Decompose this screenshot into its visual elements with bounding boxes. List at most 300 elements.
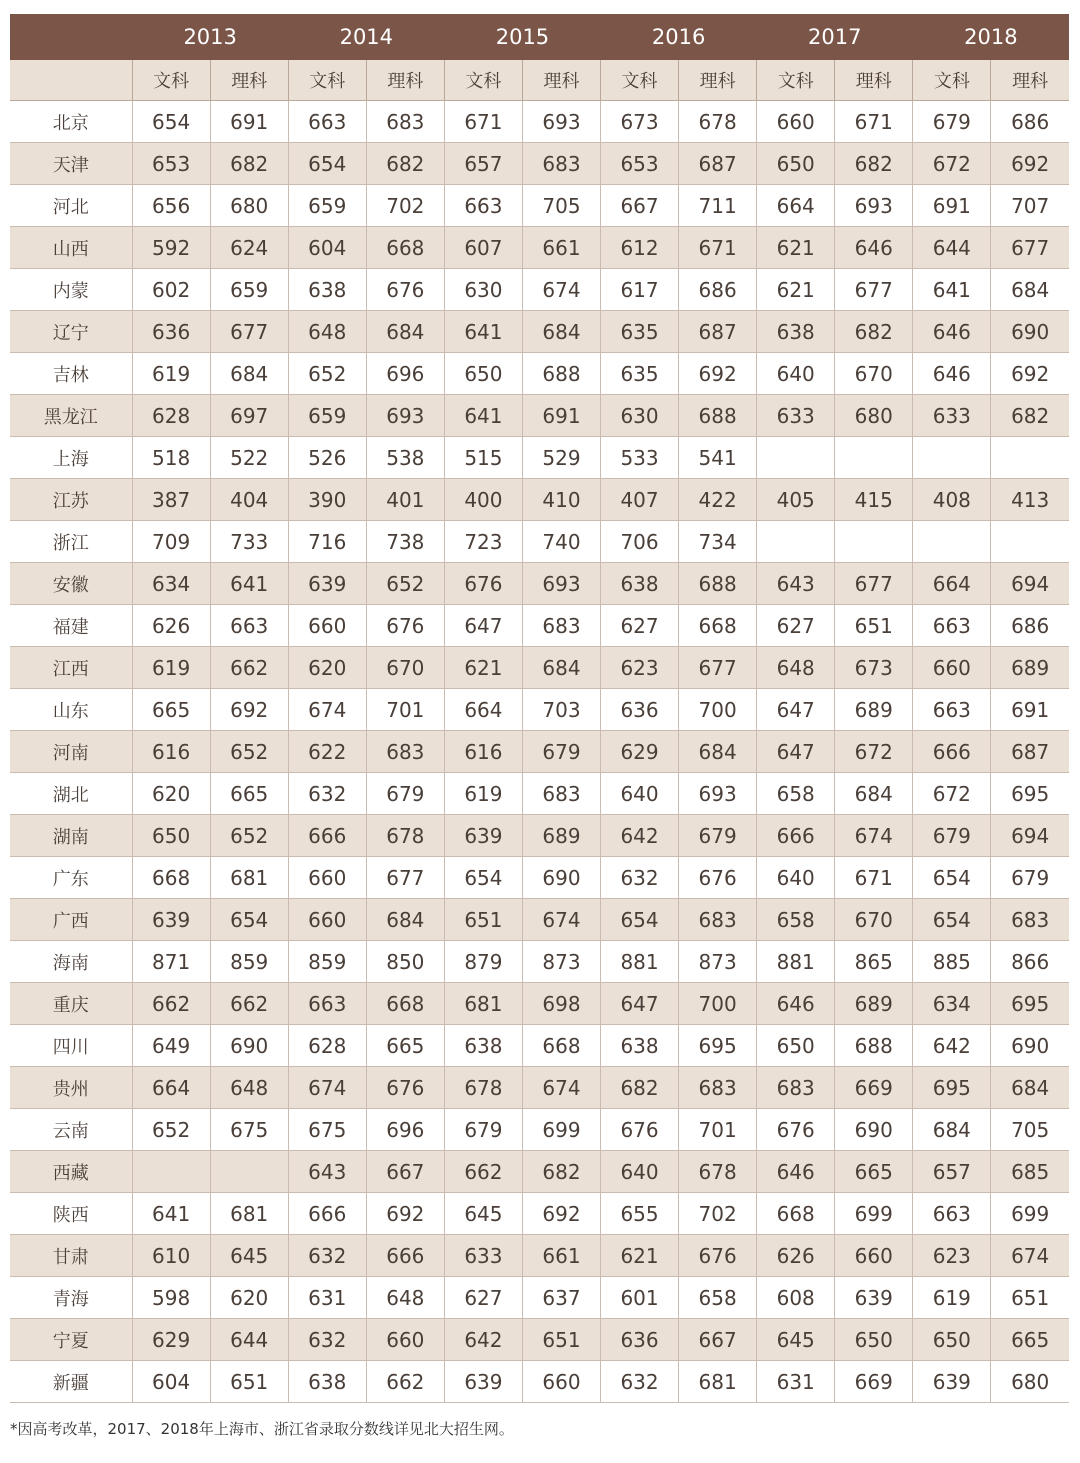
score-cell-like: 538 xyxy=(366,437,444,479)
score-cell-like: 670 xyxy=(835,353,913,395)
score-cell-like: 691 xyxy=(991,689,1069,731)
score-cell-wenke: 638 xyxy=(601,563,679,605)
province-name: 江苏 xyxy=(10,479,132,521)
score-cell-like: 681 xyxy=(679,1361,757,1403)
score-cell-like: 662 xyxy=(366,1361,444,1403)
score-cell-wenke: 683 xyxy=(757,1067,835,1109)
score-cell-like: 866 xyxy=(991,941,1069,983)
table-row xyxy=(10,689,1069,731)
score-cell-wenke: 664 xyxy=(444,689,522,731)
score-cell-like: 695 xyxy=(991,773,1069,815)
score-cell-wenke: 621 xyxy=(757,269,835,311)
score-cell-like: 676 xyxy=(366,269,444,311)
score-cell-wenke: 657 xyxy=(913,1151,991,1193)
score-cell-wenke: 639 xyxy=(444,1361,522,1403)
score-cell-wenke xyxy=(913,437,991,479)
score-cell-wenke: 622 xyxy=(288,731,366,773)
score-cell-like: 648 xyxy=(210,1067,288,1109)
score-cell-wenke: 647 xyxy=(444,605,522,647)
score-cell-like: 676 xyxy=(366,605,444,647)
score-cell-like: 678 xyxy=(679,101,757,143)
year-header: 2016 xyxy=(601,14,757,60)
score-cell-wenke: 638 xyxy=(444,1025,522,1067)
score-cell-like: 682 xyxy=(835,311,913,353)
province-name: 湖南 xyxy=(10,815,132,857)
score-cell-wenke: 660 xyxy=(288,857,366,899)
score-cell-like: 683 xyxy=(366,101,444,143)
table-row xyxy=(10,269,1069,311)
score-cell-like: 700 xyxy=(679,983,757,1025)
score-cell-like: 702 xyxy=(366,185,444,227)
year-header: 2018 xyxy=(913,14,1069,60)
score-cell-wenke: 723 xyxy=(444,521,522,563)
province-name: 甘肃 xyxy=(10,1235,132,1277)
score-cell-like: 692 xyxy=(366,1193,444,1235)
score-cell-like: 689 xyxy=(522,815,600,857)
score-cell-wenke: 639 xyxy=(444,815,522,857)
table-row xyxy=(10,353,1069,395)
year-header: 2013 xyxy=(132,14,288,60)
score-cell-wenke: 526 xyxy=(288,437,366,479)
province-name: 广东 xyxy=(10,857,132,899)
score-cell-wenke: 639 xyxy=(288,563,366,605)
score-cell-wenke: 716 xyxy=(288,521,366,563)
score-cell-wenke: 662 xyxy=(132,983,210,1025)
score-cell-wenke xyxy=(913,521,991,563)
score-cell-wenke: 664 xyxy=(913,563,991,605)
score-cell-like: 667 xyxy=(679,1319,757,1361)
subject-header-like: 理科 xyxy=(210,60,288,101)
score-cell-wenke: 631 xyxy=(757,1361,835,1403)
score-cell-like: 688 xyxy=(679,563,757,605)
score-cell-like: 652 xyxy=(210,815,288,857)
score-cell-wenke: 619 xyxy=(132,647,210,689)
score-cell-like: 683 xyxy=(679,1067,757,1109)
score-cell-wenke: 612 xyxy=(601,227,679,269)
subject-header-like: 理科 xyxy=(991,60,1069,101)
score-cell-wenke: 679 xyxy=(913,815,991,857)
score-cell-like: 669 xyxy=(835,1067,913,1109)
score-cell-like: 859 xyxy=(210,941,288,983)
score-cell-like: 672 xyxy=(835,731,913,773)
score-cell-like: 682 xyxy=(210,143,288,185)
table-row xyxy=(10,227,1069,269)
score-cell-wenke: 654 xyxy=(288,143,366,185)
subject-header-like: 理科 xyxy=(366,60,444,101)
score-cell-wenke: 619 xyxy=(444,773,522,815)
score-cell-like: 654 xyxy=(210,899,288,941)
score-cell-like: 401 xyxy=(366,479,444,521)
score-cell-like: 695 xyxy=(679,1025,757,1067)
table-row xyxy=(10,1319,1069,1361)
score-cell-like: 665 xyxy=(835,1151,913,1193)
score-cell-wenke: 879 xyxy=(444,941,522,983)
province-name: 吉林 xyxy=(10,353,132,395)
score-cell-wenke: 604 xyxy=(132,1361,210,1403)
subject-header-like: 理科 xyxy=(522,60,600,101)
score-cell-wenke: 619 xyxy=(913,1277,991,1319)
score-cell-wenke: 695 xyxy=(913,1067,991,1109)
score-cell-wenke: 658 xyxy=(757,773,835,815)
table-row xyxy=(10,1151,1069,1193)
score-cell-wenke: 518 xyxy=(132,437,210,479)
score-cell-wenke: 650 xyxy=(444,353,522,395)
score-cell-wenke: 608 xyxy=(757,1277,835,1319)
score-cell-wenke: 400 xyxy=(444,479,522,521)
score-cell-like: 684 xyxy=(366,311,444,353)
score-cell-wenke: 653 xyxy=(132,143,210,185)
score-cell-wenke: 642 xyxy=(601,815,679,857)
score-cell-like: 676 xyxy=(679,857,757,899)
score-cell-like: 677 xyxy=(210,311,288,353)
score-cell-wenke: 642 xyxy=(913,1025,991,1067)
score-cell-like: 413 xyxy=(991,479,1069,521)
score-cell-wenke: 663 xyxy=(913,689,991,731)
score-cell-like: 684 xyxy=(991,1067,1069,1109)
score-cell-like: 671 xyxy=(835,101,913,143)
score-cell-wenke: 668 xyxy=(132,857,210,899)
score-cell-wenke: 642 xyxy=(444,1319,522,1361)
score-cell-like: 694 xyxy=(991,815,1069,857)
table-row xyxy=(10,605,1069,647)
score-cell-like: 661 xyxy=(522,227,600,269)
score-cell-like: 682 xyxy=(991,395,1069,437)
score-cell-like: 692 xyxy=(522,1193,600,1235)
score-cell-wenke: 621 xyxy=(444,647,522,689)
score-cell-wenke: 650 xyxy=(132,815,210,857)
score-cell-like: 699 xyxy=(991,1193,1069,1235)
score-cell-like: 541 xyxy=(679,437,757,479)
score-cell-like: 671 xyxy=(835,857,913,899)
score-cell-like: 661 xyxy=(522,1235,600,1277)
score-cell-like: 680 xyxy=(210,185,288,227)
score-cell-like: 738 xyxy=(366,521,444,563)
score-cell-like: 676 xyxy=(366,1067,444,1109)
score-cell-wenke: 636 xyxy=(601,1319,679,1361)
score-cell-wenke: 640 xyxy=(757,857,835,899)
province-name: 西藏 xyxy=(10,1151,132,1193)
score-cell-wenke: 885 xyxy=(913,941,991,983)
score-cell-like: 677 xyxy=(991,227,1069,269)
year-header: 2014 xyxy=(288,14,444,60)
score-cell-like: 677 xyxy=(679,647,757,689)
table-row xyxy=(10,815,1069,857)
score-cell-like: 660 xyxy=(835,1235,913,1277)
province-name: 广西 xyxy=(10,899,132,941)
score-cell-like: 678 xyxy=(366,815,444,857)
table-row xyxy=(10,1235,1069,1277)
score-cell-like: 693 xyxy=(679,773,757,815)
footnote: *因高考改革，2017、2018年上海市、浙江省录取分数线详见北大招生网。 xyxy=(10,1420,514,1438)
score-cell-like: 701 xyxy=(366,689,444,731)
table-row xyxy=(10,857,1069,899)
score-cell-wenke: 648 xyxy=(757,647,835,689)
score-cell-like: 691 xyxy=(210,101,288,143)
score-cell-wenke: 650 xyxy=(757,143,835,185)
score-cell-wenke: 633 xyxy=(444,1235,522,1277)
table-row xyxy=(10,773,1069,815)
score-cell-wenke: 623 xyxy=(913,1235,991,1277)
score-cell-wenke: 629 xyxy=(132,1319,210,1361)
score-cell-wenke: 871 xyxy=(132,941,210,983)
score-cell-wenke: 666 xyxy=(288,815,366,857)
score-cell-like: 699 xyxy=(522,1109,600,1151)
score-cell-like: 684 xyxy=(679,731,757,773)
year-header: 2017 xyxy=(757,14,913,60)
score-cell-like: 684 xyxy=(522,647,600,689)
score-cell-like: 422 xyxy=(679,479,757,521)
score-cell-wenke: 643 xyxy=(757,563,835,605)
score-cell-like: 695 xyxy=(991,983,1069,1025)
score-cell-like: 671 xyxy=(679,227,757,269)
admission-score-table xyxy=(10,14,1069,1403)
score-cell-like: 660 xyxy=(366,1319,444,1361)
score-cell-like: 690 xyxy=(991,1025,1069,1067)
score-cell-wenke: 691 xyxy=(913,185,991,227)
score-cell-wenke: 648 xyxy=(288,311,366,353)
score-cell-like: 686 xyxy=(991,101,1069,143)
score-cell-wenke: 641 xyxy=(913,269,991,311)
score-cell-wenke: 673 xyxy=(601,101,679,143)
score-cell-like: 682 xyxy=(366,143,444,185)
score-cell-wenke: 859 xyxy=(288,941,366,983)
score-cell-like: 684 xyxy=(835,773,913,815)
score-cell-like: 690 xyxy=(835,1109,913,1151)
table-row xyxy=(10,563,1069,605)
score-cell-wenke: 665 xyxy=(132,689,210,731)
score-cell-wenke: 643 xyxy=(288,1151,366,1193)
table-row xyxy=(10,143,1069,185)
score-cell-like: 687 xyxy=(679,143,757,185)
score-cell-wenke: 616 xyxy=(444,731,522,773)
score-cell-like: 702 xyxy=(679,1193,757,1235)
table-row xyxy=(10,1193,1069,1235)
score-cell-wenke: 627 xyxy=(601,605,679,647)
score-cell-like xyxy=(991,521,1069,563)
table-row xyxy=(10,731,1069,773)
score-cell-like: 684 xyxy=(522,311,600,353)
score-cell-wenke: 644 xyxy=(913,227,991,269)
score-cell-like: 522 xyxy=(210,437,288,479)
score-cell-wenke: 647 xyxy=(757,731,835,773)
score-cell-wenke: 408 xyxy=(913,479,991,521)
score-cell-wenke: 672 xyxy=(913,773,991,815)
score-cell-like: 740 xyxy=(522,521,600,563)
score-cell-like: 688 xyxy=(522,353,600,395)
score-cell-wenke: 626 xyxy=(757,1235,835,1277)
score-cell-like: 696 xyxy=(366,1109,444,1151)
score-cell-like: 696 xyxy=(366,353,444,395)
score-cell-wenke xyxy=(757,521,835,563)
province-name: 北京 xyxy=(10,101,132,143)
table-row xyxy=(10,1277,1069,1319)
table-row xyxy=(10,941,1069,983)
score-cell-like: 637 xyxy=(522,1277,600,1319)
score-cell-wenke: 881 xyxy=(757,941,835,983)
score-cell-like: 674 xyxy=(522,1067,600,1109)
score-cell-wenke: 620 xyxy=(132,773,210,815)
score-cell-like: 660 xyxy=(522,1361,600,1403)
subject-header-like: 理科 xyxy=(679,60,757,101)
score-cell-wenke: 638 xyxy=(288,1361,366,1403)
score-cell-wenke: 628 xyxy=(288,1025,366,1067)
score-cell-like: 669 xyxy=(835,1361,913,1403)
score-cell-like: 691 xyxy=(522,395,600,437)
score-cell-wenke: 645 xyxy=(444,1193,522,1235)
score-cell-like: 711 xyxy=(679,185,757,227)
score-cell-wenke: 654 xyxy=(913,857,991,899)
table-row xyxy=(10,1109,1069,1151)
score-cell-wenke: 655 xyxy=(601,1193,679,1235)
score-cell-like: 650 xyxy=(835,1319,913,1361)
score-cell-wenke: 607 xyxy=(444,227,522,269)
score-cell-like: 684 xyxy=(210,353,288,395)
score-cell-wenke: 709 xyxy=(132,521,210,563)
score-cell-like: 692 xyxy=(210,689,288,731)
score-cell-wenke: 629 xyxy=(601,731,679,773)
score-cell-wenke: 652 xyxy=(132,1109,210,1151)
score-cell-wenke: 650 xyxy=(913,1319,991,1361)
score-cell-like: 689 xyxy=(991,647,1069,689)
score-cell-like: 690 xyxy=(522,857,600,899)
subject-header-wenke: 文科 xyxy=(913,60,991,101)
score-cell-like: 624 xyxy=(210,227,288,269)
table-row xyxy=(10,101,1069,143)
score-cell-like xyxy=(835,437,913,479)
province-name: 山西 xyxy=(10,227,132,269)
score-cell-wenke: 681 xyxy=(444,983,522,1025)
score-cell-like: 693 xyxy=(835,185,913,227)
score-cell-wenke: 660 xyxy=(288,605,366,647)
score-cell-wenke: 634 xyxy=(913,983,991,1025)
score-cell-like: 651 xyxy=(835,605,913,647)
score-cell-wenke: 638 xyxy=(288,269,366,311)
score-cell-wenke: 679 xyxy=(444,1109,522,1151)
score-cell-wenke: 676 xyxy=(757,1109,835,1151)
score-cell-wenke: 631 xyxy=(288,1277,366,1319)
subject-header-wenke: 文科 xyxy=(132,60,210,101)
score-cell-like: 415 xyxy=(835,479,913,521)
score-cell-wenke: 660 xyxy=(288,899,366,941)
score-cell-wenke: 668 xyxy=(757,1193,835,1235)
score-cell-like: 683 xyxy=(366,731,444,773)
score-cell-wenke: 533 xyxy=(601,437,679,479)
score-cell-like: 705 xyxy=(991,1109,1069,1151)
score-cell-like: 703 xyxy=(522,689,600,731)
score-cell-wenke: 633 xyxy=(913,395,991,437)
score-cell-like: 686 xyxy=(679,269,757,311)
score-cell-wenke: 676 xyxy=(444,563,522,605)
score-cell-wenke: 647 xyxy=(601,983,679,1025)
score-cell-like: 692 xyxy=(991,353,1069,395)
score-cell-wenke: 640 xyxy=(757,353,835,395)
score-cell-like: 679 xyxy=(522,731,600,773)
score-cell-like: 678 xyxy=(679,1151,757,1193)
score-cell-wenke: 663 xyxy=(288,101,366,143)
score-cell-like: 686 xyxy=(991,605,1069,647)
score-cell-wenke: 646 xyxy=(757,983,835,1025)
score-cell-wenke: 405 xyxy=(757,479,835,521)
score-cell-wenke: 630 xyxy=(444,269,522,311)
score-cell-like xyxy=(835,521,913,563)
score-cell-like: 529 xyxy=(522,437,600,479)
score-cell-like: 652 xyxy=(366,563,444,605)
score-cell-wenke: 638 xyxy=(757,311,835,353)
score-cell-like: 665 xyxy=(210,773,288,815)
province-name: 宁夏 xyxy=(10,1319,132,1361)
score-cell-wenke: 387 xyxy=(132,479,210,521)
province-name: 黑龙江 xyxy=(10,395,132,437)
score-cell-wenke: 652 xyxy=(288,353,366,395)
province-name: 海南 xyxy=(10,941,132,983)
score-cell-like: 644 xyxy=(210,1319,288,1361)
subject-header-wenke: 文科 xyxy=(288,60,366,101)
score-cell-wenke: 657 xyxy=(444,143,522,185)
province-name: 陕西 xyxy=(10,1193,132,1235)
table-row xyxy=(10,395,1069,437)
score-cell-like: 692 xyxy=(991,143,1069,185)
score-cell-wenke: 641 xyxy=(132,1193,210,1235)
score-cell-like: 410 xyxy=(522,479,600,521)
score-cell-like: 658 xyxy=(679,1277,757,1319)
score-cell-like: 698 xyxy=(522,983,600,1025)
score-cell-like: 694 xyxy=(991,563,1069,605)
score-cell-like: 666 xyxy=(366,1235,444,1277)
table-row xyxy=(10,983,1069,1025)
score-cell-wenke: 632 xyxy=(601,1361,679,1403)
score-cell-wenke: 660 xyxy=(913,647,991,689)
score-cell-like: 693 xyxy=(522,101,600,143)
score-cell-like: 674 xyxy=(522,899,600,941)
subject-header-row xyxy=(10,60,1069,101)
score-cell-like: 701 xyxy=(679,1109,757,1151)
score-cell-like: 684 xyxy=(991,269,1069,311)
score-cell-like: 674 xyxy=(991,1235,1069,1277)
score-cell-like: 677 xyxy=(835,563,913,605)
score-cell-wenke: 672 xyxy=(913,143,991,185)
score-cell-like: 648 xyxy=(366,1277,444,1319)
subject-header-wenke: 文科 xyxy=(757,60,835,101)
score-cell-like: 699 xyxy=(835,1193,913,1235)
score-cell-like: 679 xyxy=(991,857,1069,899)
score-cell-wenke: 675 xyxy=(288,1109,366,1151)
score-cell-wenke: 639 xyxy=(132,899,210,941)
score-cell-like: 692 xyxy=(679,353,757,395)
score-cell-like: 676 xyxy=(679,1235,757,1277)
score-cell-like: 693 xyxy=(522,563,600,605)
score-cell-like: 677 xyxy=(835,269,913,311)
score-cell-like: 665 xyxy=(991,1319,1069,1361)
score-cell-like: 687 xyxy=(991,731,1069,773)
table-row xyxy=(10,185,1069,227)
score-cell-like: 665 xyxy=(366,1025,444,1067)
score-cell-wenke: 664 xyxy=(757,185,835,227)
score-cell-like xyxy=(991,437,1069,479)
score-cell-wenke: 662 xyxy=(444,1151,522,1193)
score-cell-wenke: 636 xyxy=(132,311,210,353)
score-cell-like: 673 xyxy=(835,647,913,689)
province-name: 贵州 xyxy=(10,1067,132,1109)
score-cell-like: 674 xyxy=(522,269,600,311)
score-cell-like: 687 xyxy=(679,311,757,353)
score-cell-like: 659 xyxy=(210,269,288,311)
score-cell-like: 700 xyxy=(679,689,757,731)
score-cell-wenke: 636 xyxy=(601,689,679,731)
score-cell-like: 645 xyxy=(210,1235,288,1277)
score-cell-wenke: 598 xyxy=(132,1277,210,1319)
score-cell-like: 683 xyxy=(679,899,757,941)
province-name: 青海 xyxy=(10,1277,132,1319)
